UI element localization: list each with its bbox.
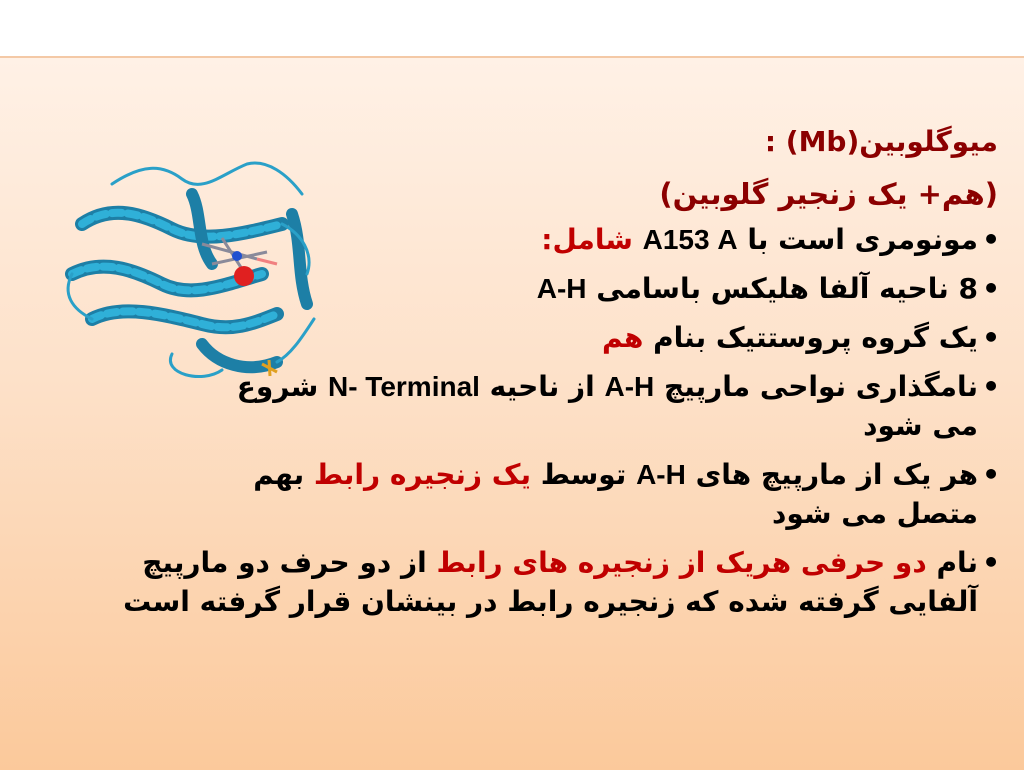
bullet-text: از دو حرف دو مارپیچ — [142, 546, 437, 579]
bullet-text-ltr: A-H — [636, 459, 686, 490]
bullet-text-ltr: A-H — [536, 273, 587, 304]
list-item — [10, 455, 1006, 533]
bullet-highlight: دو حرفی هریک از زنجیره های رابط — [436, 546, 927, 579]
bullet-text: بهم — [253, 458, 314, 491]
bullet-text: 8 — [948, 272, 978, 305]
list-item — [10, 318, 1006, 357]
list-item — [10, 269, 1006, 308]
bullet-text: متصل می شود — [772, 497, 978, 530]
bullet-text: نام — [926, 546, 978, 579]
bullet-text: آلفایی گرفته شده که زنجیره رابط در بینشان قرار گرفته است — [123, 585, 978, 618]
bullet-text: توسط — [530, 458, 637, 491]
bullet-text-ltr: N- Terminal — [327, 371, 480, 402]
list-item — [10, 367, 1006, 445]
title-line-2: (هم+ یک زنجیر گلوبین) — [659, 177, 998, 211]
bullet-text: مونومری است با — [737, 223, 978, 256]
list-item — [10, 220, 1006, 259]
bullet-text-ltr: A153 — [642, 224, 718, 255]
bullet-highlight: یک زنجیره رابط — [313, 458, 531, 491]
slide-content — [10, 120, 1006, 631]
slide — [0, 56, 1024, 770]
title-line-1: میوگلوبین(Mb) : — [764, 125, 998, 158]
bullet-highlight: هم — [602, 321, 644, 354]
list-item — [10, 543, 1006, 621]
bullet-text: نامگذاری نواحی مارپیچ — [654, 370, 978, 403]
bullet-list — [10, 220, 1006, 621]
bullet-text-ltr: A — [717, 224, 738, 255]
bullet-text-ltr: A-H — [604, 371, 655, 402]
bullet-text: یک گروه پروستتیک بنام — [643, 321, 978, 354]
bullet-text: هر یک از مارپیچ های — [685, 458, 978, 491]
bullet-text: شروع — [236, 370, 328, 403]
bullet-highlight: شامل: — [541, 223, 643, 256]
bullet-text: ناحیه آلفا هلیکس باسامی — [586, 272, 949, 305]
bullet-text: از ناحیه — [479, 370, 605, 403]
bullet-text: می شود — [863, 409, 978, 442]
